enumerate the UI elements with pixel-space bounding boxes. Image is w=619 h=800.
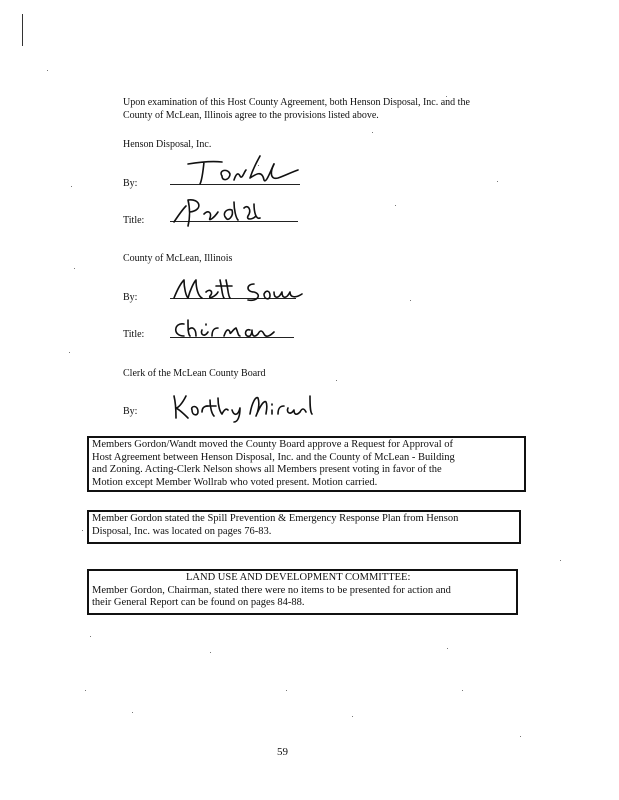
agreement-intro-line-2: County of McLean, Illinois agree to the provisions listed above. xyxy=(123,110,379,121)
henson-title-label: Title: xyxy=(123,215,145,226)
committee-line-2: their General Report can be found on pages 84-88. xyxy=(92,597,305,608)
henson-title-signature xyxy=(168,194,278,230)
committee-box xyxy=(87,569,518,615)
motion-line-1: Members Gordon/Wandt moved the County Board approve a Request for Approval of xyxy=(92,439,454,450)
henson-party-label: Henson Disposal, Inc. xyxy=(123,139,212,150)
henson-by-signature xyxy=(170,150,310,190)
county-party-label: County of McLean, Illinois xyxy=(123,253,233,264)
motion-line-3: and Zoning. Acting-Clerk Nelson shows all Members present voting in favor of the xyxy=(92,464,442,475)
clerk-by-signature xyxy=(170,390,320,424)
county-title-label: Title: xyxy=(123,329,145,340)
agreement-intro-line-1: Upon examination of this Host County Agreement, both Henson Disposal, Inc. and the xyxy=(123,97,470,108)
clerk-by-label: By: xyxy=(123,406,138,417)
spill-prevention-box xyxy=(87,510,521,544)
county-by-label: By: xyxy=(123,292,138,303)
county-by-signature xyxy=(170,274,310,308)
clerk-party-label: Clerk of the McLean County Board xyxy=(123,368,266,379)
motion-box xyxy=(87,436,526,492)
margin-mark xyxy=(22,14,23,46)
henson-by-label: By: xyxy=(123,178,138,189)
committee-line-1: Member Gordon, Chairman, stated there were no items to be presented for action and xyxy=(92,584,451,596)
page-number: 59 xyxy=(277,746,288,758)
motion-line-2: Host Agreement between Henson Disposal, Inc. and the County of McLean - Building xyxy=(92,451,455,463)
committee-heading: LAND USE AND DEVELOPMENT COMMITTEE: xyxy=(186,572,411,583)
county-title-signature xyxy=(170,316,280,344)
spill-line-2: Disposal, Inc. was located on pages 76-83. xyxy=(92,525,272,537)
motion-line-4: Motion except Member Wollrab who voted present. Motion carried. xyxy=(92,476,378,488)
spill-line-1: Member Gordon stated the Spill Prevention & Emergency Response Plan from Henson xyxy=(92,513,459,524)
